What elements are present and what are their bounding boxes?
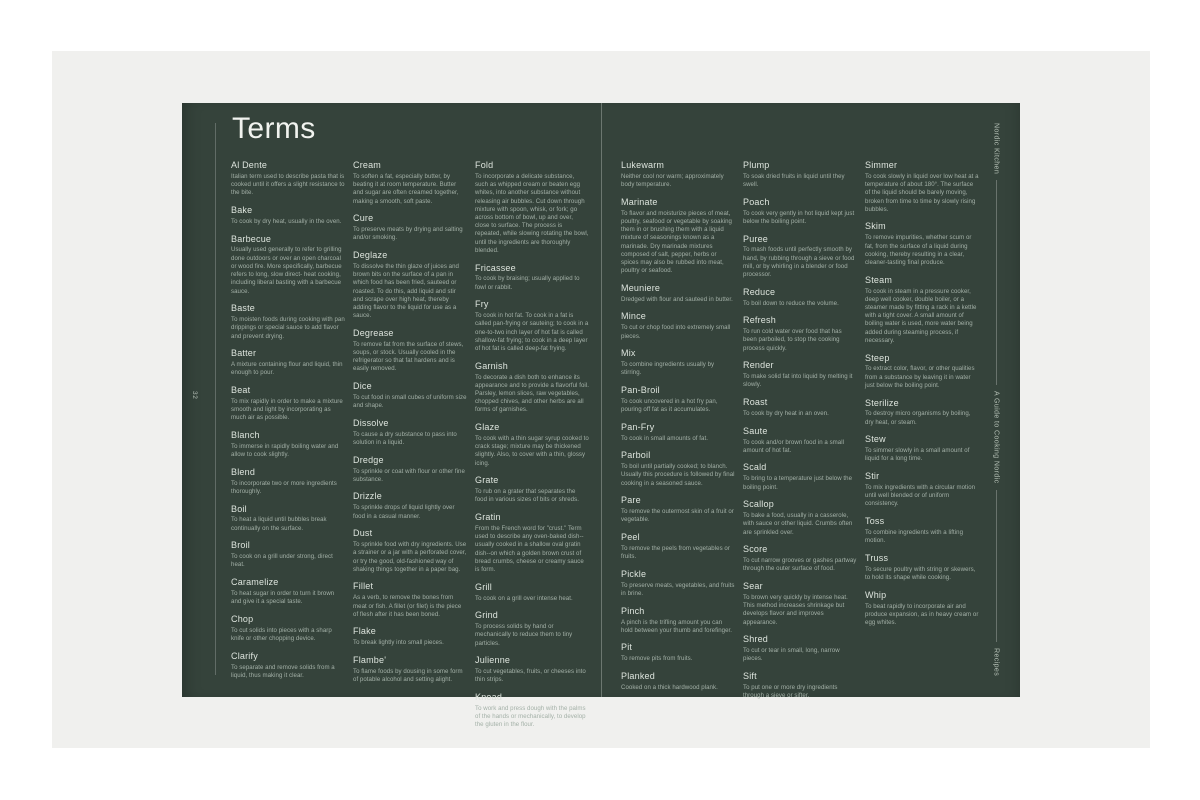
glossary-entry [475, 692, 589, 730]
glossary-entry [475, 512, 589, 574]
left-page-columns [231, 160, 589, 737]
term-name: Scald [743, 462, 767, 473]
term-definition: To sprinkle food with dry ingredients. Use a strainer or a jar with a perforated cover, or try the good, old-fashioned way of shaking things together in a paper bag. [353, 541, 467, 573]
term-name: Roast [743, 397, 768, 408]
term-definition: To cook in steam in a pressure cooker, deep well cooker, double boiler, or a steamer made by fitting a rack in a kettle with a tight cover. A small amount of boiling water is used, more water being added during steaming process, if necessary. [865, 287, 977, 344]
term-definition: To mash foods until perfectly smooth by hand, by rubbing through a sieve or food mill, or by whirling in a blender or food processor. [743, 246, 855, 279]
glossary-entry [231, 205, 345, 226]
terms-column-4 [621, 160, 735, 708]
term-name: Flambe' [353, 655, 387, 665]
glossary-entry [353, 491, 467, 520]
term-name: Saute [743, 425, 768, 436]
glossary-entry [743, 287, 857, 308]
glossary-entry [231, 467, 345, 496]
term-definition: To flavor and moisturize pieces of meat, poultry, seafood or vegetable by soaking them in or brushing them with a liquid mixture of seasonings known as a marinade. Dry marinade mixtures composed of salt, pepper, herbs or spices may also be rubbed into meat, poultry or seafood. [621, 209, 732, 275]
term-name: Truss [865, 552, 889, 563]
term-definition: To cause a dry substance to pass into solution in a liquid. [353, 430, 457, 446]
term-definition: To work and press dough with the palms of the hands or mechanically, to develop the gluten in the flour. [475, 705, 586, 729]
term-definition: To run cold water over food that has been parboiled, to stop the cooking process quickly. [743, 328, 842, 352]
term-definition: To process solids by hand or mechanically to reduce them to tiny particles. [475, 623, 573, 647]
glossary-entry [231, 504, 345, 533]
edge-divider [996, 490, 997, 642]
term-definition: To cook in hot fat. To cook in a fat is called pan-frying or sauteing; to cook in a one-to-two inch layer of hot fat is called shallow-fat frying; to cook in a deep layer of hot fat is called deep-fat frying. [475, 312, 589, 353]
edge-sidebar [990, 123, 1002, 676]
glossary-entry [231, 430, 345, 459]
term-name: Puree [743, 233, 769, 244]
term-definition: To sprinkle or coat with flour or other fine substance. [353, 467, 465, 483]
term-name: Fry [475, 299, 489, 310]
term-name: Fricassee [475, 262, 516, 273]
term-name: Steep [865, 352, 890, 363]
term-definition: To cook on a grill under strong, direct heat. [231, 553, 333, 569]
terms-column-3 [475, 160, 589, 737]
term-definition: To cook very gently in hot liquid kept just below the boiling point. [743, 209, 855, 225]
glossary-entry [621, 348, 735, 377]
term-definition: Italian term used to describe pasta that is cooked until it offers a slight resistance to the bite. [231, 172, 345, 197]
term-definition: To destroy micro organisms by boiling, dry heat, or steam. [865, 410, 971, 426]
term-name: Pare [621, 495, 641, 506]
term-name: Score [743, 544, 768, 555]
term-name: Pan-Broil [621, 385, 660, 395]
terms-column-6 [865, 160, 979, 708]
term-name: Grate [475, 475, 499, 486]
glossary-entry [621, 642, 735, 663]
term-name: Grill [475, 581, 492, 592]
term-name: Batter [231, 348, 257, 359]
term-name: Blanch [231, 430, 260, 440]
term-name: Skim [865, 221, 886, 232]
glossary-entry [743, 197, 857, 226]
term-definition: To separate and remove solids from a liquid, thus making it clear. [231, 663, 335, 679]
margin-rule [215, 123, 216, 675]
term-name: Plump [743, 160, 770, 170]
term-name: Simmer [865, 160, 898, 170]
term-definition: To heat sugar in order to turn it brown and give it a special taste. [231, 589, 335, 606]
term-name: Peel [621, 532, 640, 543]
term-definition: To simmer slowly in a small amount of liquid for a long time. [865, 447, 970, 463]
term-name: Parboil [621, 450, 651, 461]
glossary-entry [621, 495, 735, 524]
glossary-entry [743, 315, 857, 353]
term-name: Beat [231, 385, 251, 395]
term-definition: To incorporate two or more ingredients thoroughly. [231, 479, 337, 495]
glossary-entry [475, 582, 589, 603]
book-spread [182, 103, 1020, 729]
term-name: Bake [231, 205, 253, 215]
page-left [182, 103, 601, 729]
term-definition: To cut narrow grooves or gashes partway through the outer surface of food. [743, 557, 857, 573]
glossary-entry [743, 160, 857, 189]
term-name: Chop [231, 613, 254, 624]
term-name: Reduce [743, 286, 776, 297]
term-definition: To cut food in small cubes of uniform size and shape. [353, 393, 467, 410]
term-name: Sift [743, 671, 757, 682]
term-name: Meuniere [621, 282, 661, 293]
glossary-entry [475, 263, 589, 292]
glossary-entry [865, 275, 979, 345]
term-definition: To remove impurities, whether scum or fat, from the surface of a liquid during cooking, thereby resulting in a clear, cleaner-tasting final produce. [865, 234, 972, 266]
term-definition: To moisten foods during cooking with pan drippings or special sauce to add flavor and prevent drying. [231, 316, 345, 340]
term-name: Lukewarm [621, 160, 665, 170]
term-definition: To dissolve the thin glaze of juices and brown bits on the surface of a pan in which food has been fried, sauteed or roasted. To do this, add liquid and stir and scrape over high heat, thereby adding flavor to the liquid for use as a sauce. [353, 262, 459, 320]
term-name: Deglaze [353, 250, 388, 260]
term-definition: To brown very quickly by intense heat. This method increases shrinkage but develops flavor and improves appearance. [743, 593, 848, 626]
term-name: Caramelize [231, 577, 279, 588]
page-right [601, 103, 1020, 700]
glossary-entry [231, 577, 345, 606]
glossary-entry [353, 160, 467, 206]
term-definition: To cook and/or brown food in a small amount of hot fat. [743, 438, 845, 454]
term-name: Dust [353, 528, 373, 539]
page-number: 32 [191, 391, 198, 400]
terms-column-1 [231, 160, 345, 737]
glossary-entry [231, 540, 345, 569]
terms-column-2 [353, 160, 467, 737]
glossary-entry [743, 360, 857, 389]
term-name: Toss [865, 516, 885, 527]
term-name: Degrease [353, 327, 394, 338]
glossary-entry [475, 610, 589, 648]
glossary-entry [475, 160, 589, 255]
glossary-entry [231, 234, 345, 296]
term-definition: A mixture containing flour and liquid, thin enough to pour. [231, 361, 343, 377]
term-definition: To sprinkle drops of liquid lightly over food in a casual manner. [353, 504, 455, 520]
glossary-entry [231, 614, 345, 643]
term-definition: A pinch is the trifling amount you can hold between your thumb and forefinger. [621, 618, 733, 634]
term-name: Knead [475, 692, 503, 703]
term-name: Sear [743, 581, 763, 592]
term-name: Marinate [621, 196, 658, 207]
term-name: Grind [475, 610, 499, 621]
term-definition: To mix rapidly in order to make a mixture smooth and light by incorporating as much air as possible. [231, 397, 343, 422]
term-definition: To bring to a temperature just below the boiling point. [743, 475, 853, 491]
glossary-entry [231, 385, 345, 423]
glossary-entry [475, 475, 589, 504]
term-name: Dice [353, 381, 372, 392]
glossary-entry [743, 462, 857, 491]
glossary-entry [621, 283, 735, 304]
term-definition: To cut or chop food into extremely small pieces. [621, 324, 731, 340]
glossary-entry [621, 569, 735, 598]
term-name: Whip [865, 589, 887, 600]
terms-column-5 [743, 160, 857, 708]
term-definition: To cook by braising; usually applied to fowl or rabbit. [475, 275, 580, 291]
glossary-entry [743, 671, 857, 700]
glossary-entry [743, 499, 857, 537]
term-definition: To incorporate a delicate substance, such as whipped cream or beaten egg whites, into another substance without releasing air bubbles. Cut down through mixture with spoon, whisk, or fork; go across bottom of bowl, up and over, close to surface. The process is repeated, while slowing rotating the bowl, until the ingredients are thoroughly blended. [475, 172, 589, 254]
glossary-entry [865, 353, 979, 391]
term-definition: To soak dried fruits in liquid until they swell. [743, 172, 845, 189]
glossary-entry [353, 250, 467, 320]
term-name: Glaze [475, 422, 500, 433]
term-name: Cure [353, 213, 374, 224]
glossary-entry [475, 422, 589, 468]
term-definition: To cook in small amounts of fat. [621, 434, 708, 442]
glossary-entry [231, 303, 345, 341]
term-name: Barbecue [231, 233, 272, 244]
term-definition: To combine ingredients with a lifting motion. [865, 528, 964, 545]
page-title: Terms [232, 112, 316, 145]
glossary-entry [621, 671, 735, 692]
glossary-entry [743, 634, 857, 663]
glossary-entry [743, 234, 857, 280]
term-definition: To combine ingredients usually by stirring. [621, 361, 715, 377]
term-name: Stew [865, 434, 886, 445]
term-definition: Dredged with flour and sauteed in butter. [621, 295, 733, 303]
term-definition: To soften a fat, especially butter, by beating it at room temperature. Butter and sugar are often creamed together, making a smooth, soft paste. [353, 172, 459, 205]
term-definition: To cook with a thin sugar syrup cooked to crack stage; mixture may be thickened slightly. Also, to cover with a thin, glossy icing. [475, 435, 589, 467]
glossary-entry [865, 398, 979, 427]
glossary-entry [743, 544, 857, 573]
glossary-entry [621, 197, 735, 276]
glossary-entry [621, 606, 735, 635]
glossary-entry [621, 311, 735, 340]
term-definition: To extract color, flavor, or other qualities from a substance by leaving it in water just below the boiling point. [865, 365, 975, 389]
term-definition: To decorate a dish both to enhance its appearance and to provide a flavorful foil. Parsley, lemon slices, raw vegetables, chopped chives, and other herbs are all forms of garnishes. [475, 373, 589, 414]
term-definition: Neither cool nor warm; approximately body temperature. [621, 172, 724, 189]
term-definition: To immerse in rapidly boiling water and allow to cook slightly. [231, 442, 339, 459]
term-definition: To cook on a grill over intense heat. [475, 594, 573, 602]
glossary-entry [353, 655, 467, 684]
term-name: Render [743, 360, 774, 371]
term-definition: To boil down to reduce the volume. [743, 299, 839, 307]
term-definition: To cook by dry heat in an oven. [743, 409, 829, 417]
term-name: Steam [865, 274, 893, 285]
edge-label-bottom: Recipes [992, 647, 1000, 676]
glossary-entry [621, 422, 735, 443]
term-definition: From the French word for "crust." Term used to describe any oven-baked dish--usually cooked in a shallow oval gratin dish--on which a golden brown crust of bread crumbs, cheese or creamy sauce is form. [475, 525, 584, 574]
glossary-entry [865, 434, 979, 463]
term-name: Dredge [353, 454, 384, 465]
term-definition: To cut solids into pieces with a sharp knife or other chopping device. [231, 626, 332, 642]
term-definition: To remove the peels from vegetables or fruits. [621, 544, 730, 561]
term-name: Mix [621, 348, 636, 359]
term-name: Baste [231, 303, 256, 314]
term-definition: To cook slowly in liquid over low heat at a temperature of about 180°. The surface of the liquid should be barely moving, broken from time to time by slowly rising bubbles. [865, 172, 979, 213]
term-name: Scallop [743, 499, 774, 510]
term-definition: To break lightly into small pieces. [353, 639, 444, 647]
term-definition: To cook uncovered in a hot fry pan, pouring off fat as it accumulates. [621, 397, 718, 414]
term-name: Gratin [475, 512, 501, 523]
glossary-entry [865, 516, 979, 545]
glossary-entry [865, 471, 979, 509]
glossary-entry [231, 348, 345, 377]
term-definition: To make solid fat into liquid by melting it slowly. [743, 373, 853, 389]
term-definition: To beat rapidly to incorporate air and produce expansion, as in heavy cream or egg whites. [865, 602, 979, 626]
term-name: Pickle [621, 568, 647, 579]
term-name: Drizzle [353, 491, 382, 502]
glossary-entry [353, 418, 467, 447]
glossary-entry [743, 426, 857, 455]
term-definition: To bake a food, usually in a casserole, with sauce or other liquid. Crumbs often are sprinkled over. [743, 512, 853, 536]
term-name: Poach [743, 196, 770, 207]
term-name: Clarify [231, 650, 258, 661]
presentation-card [52, 51, 1150, 748]
glossary-entry [353, 328, 467, 374]
term-name: Garnish [475, 360, 508, 371]
term-definition: To boil until partially cooked; to blanch. Usually this procedure is followed by final cooking in a seasoned sauce. [621, 463, 735, 487]
edge-label-middle: A Guide to Cooking Nordic [992, 391, 1000, 484]
term-definition: To cook by dry heat, usually in the oven. [231, 217, 342, 225]
term-name: Al Dente [231, 160, 268, 170]
glossary-entry [475, 655, 589, 684]
term-name: Fillet [353, 581, 374, 592]
term-definition: To flame foods by dousing in some form of potable alcohol and setting alight. [353, 667, 463, 684]
glossary-entry [353, 528, 467, 574]
glossary-entry [743, 397, 857, 418]
term-definition: To mix ingredients with a circular motion until well blended or of uniform consistency. [865, 483, 976, 508]
term-definition: To remove pits from fruits. [621, 655, 693, 663]
term-definition: To preserve meats by drying and salting and/or smoking. [353, 226, 463, 242]
glossary-entry [231, 651, 345, 680]
term-definition: To cut vegetables, fruits, or cheeses into thin strips. [475, 668, 586, 684]
glossary-entry [353, 626, 467, 647]
term-name: Stir [865, 471, 880, 482]
term-definition: To remove the outermost skin of a fruit or vegetable. [621, 508, 734, 524]
term-definition: To rub on a grater that separates the food in various sizes of bits or shreds. [475, 488, 579, 504]
term-definition: Cooked on a thick hardwood plank. [621, 683, 718, 691]
glossary-entry [865, 553, 979, 582]
glossary-entry [353, 581, 467, 619]
right-page-columns [621, 160, 979, 708]
glossary-entry [621, 385, 735, 414]
term-definition: Usually used generally to refer to grilling done outdoors or over an open charcoal or wood fire. More specifically, barbecue refers to long, slow direct- heat cooking, including liberal basting with a barbecue sauce. [231, 246, 342, 295]
term-definition: To secure poultry with string or skewers, to hold its shape while cooking. [865, 565, 976, 581]
glossary-entry [743, 581, 857, 627]
term-name: Pinch [621, 605, 645, 616]
term-name: Fold [475, 160, 494, 170]
term-name: Mince [621, 311, 647, 322]
glossary-entry [231, 160, 345, 198]
glossary-entry [621, 532, 735, 561]
term-name: Broil [231, 540, 251, 551]
term-name: Pit [621, 642, 633, 653]
term-name: Shred [743, 634, 769, 645]
glossary-entry [353, 213, 467, 242]
glossary-entry [353, 455, 467, 484]
term-definition: To put one or more dry ingredients through a sieve or sifter. [743, 683, 838, 700]
glossary-entry [865, 221, 979, 267]
glossary-entry [475, 299, 589, 353]
edge-label-top: Nordic Kitchen [992, 123, 1000, 175]
glossary-entry [865, 590, 979, 628]
glossary-entry [621, 160, 735, 189]
glossary-entry [475, 361, 589, 415]
term-definition: To preserve meats, vegetables, and fruits in brine. [621, 581, 735, 597]
term-name: Planked [621, 671, 655, 682]
term-name: Boil [231, 503, 247, 514]
term-name: Flake [353, 626, 377, 637]
term-name: Julienne [475, 655, 511, 666]
term-definition: To cut or tear in small, long, narrow pieces. [743, 647, 840, 663]
glossary-entry [621, 450, 735, 488]
term-name: Pan-Fry [621, 421, 655, 432]
glossary-entry [865, 160, 979, 214]
edge-divider [996, 180, 997, 385]
term-definition: As a verb, to remove the bones from meat or fish. A fillet (or filet) is the piece of flesh after it has been boned. [353, 594, 462, 618]
glossary-entry [353, 381, 467, 410]
term-definition: To heat a liquid until bubbles break continually on the surface. [231, 516, 327, 532]
term-name: Dissolve [353, 417, 389, 428]
term-name: Refresh [743, 315, 776, 326]
term-definition: To remove fat from the surface of stews, soups, or stock. Usually cooled in the refrigerator so that fat hardens and is easily removed. [353, 340, 464, 373]
term-name: Blend [231, 466, 256, 477]
term-name: Sterilize [865, 397, 899, 408]
term-name: Cream [353, 160, 382, 170]
